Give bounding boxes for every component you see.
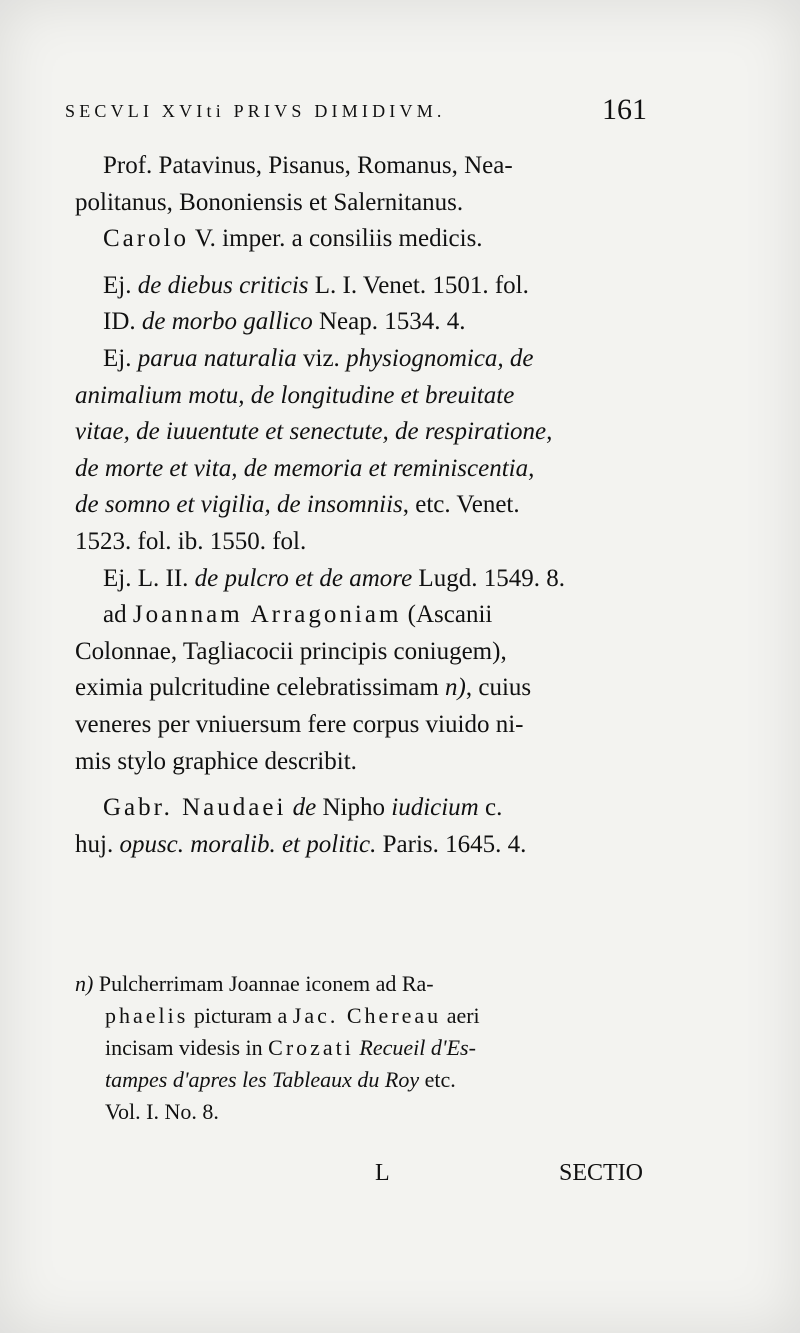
text-span: Ej. L. II. bbox=[103, 564, 195, 592]
text-line bbox=[75, 597, 655, 634]
text-span: Gabr. Naudaei bbox=[103, 794, 287, 822]
text-line bbox=[75, 221, 655, 258]
text-span: parua naturalia bbox=[137, 344, 297, 372]
text-span: Carolo bbox=[103, 225, 190, 253]
text-span: Prof. Patavinus, Pisanus, Romanus, Nea- bbox=[103, 152, 513, 179]
text-span: incisam videsis in bbox=[105, 1035, 269, 1060]
text-span: Lugd. 1549. 8. bbox=[412, 564, 565, 592]
text-line bbox=[75, 827, 655, 864]
text-line bbox=[75, 304, 655, 341]
text-span: opusc. moralib. et politic. bbox=[119, 830, 377, 858]
footnote-line bbox=[75, 968, 650, 1000]
footnote-line bbox=[105, 1032, 650, 1064]
text-line bbox=[75, 790, 655, 827]
text-span: Nipho bbox=[316, 794, 392, 822]
text-span: eximia pulcritudine celebratissimam bbox=[75, 674, 446, 702]
text-span: V. imper. a consiliis medicis. bbox=[189, 225, 483, 253]
text-span: , cuius bbox=[465, 674, 532, 702]
text-span: de somno et vigilia, de insomniis bbox=[75, 491, 403, 519]
text-span: etc. bbox=[419, 1067, 456, 1092]
text-span: Crozati bbox=[268, 1035, 354, 1060]
text-line bbox=[75, 487, 655, 524]
text-span: Recueil d'Es- bbox=[353, 1035, 476, 1060]
footnote-line: Vol. I. No. 8. bbox=[105, 1099, 219, 1124]
text-span: Jac. Chereau bbox=[292, 1003, 442, 1028]
text-span: de pulcro et de amore bbox=[194, 564, 413, 592]
main-text bbox=[75, 148, 655, 863]
text-span: L. I. Venet. 1501. fol. bbox=[308, 271, 529, 299]
text-span: huj. bbox=[75, 830, 120, 858]
text-span: n) bbox=[445, 674, 466, 702]
text-line bbox=[75, 341, 655, 378]
text-line bbox=[75, 561, 655, 598]
signature-mark: L bbox=[375, 1160, 390, 1186]
text-line bbox=[75, 148, 655, 185]
text-line: Colonnae, Tagliacocii principis coniugem), bbox=[75, 637, 507, 665]
footnote-line bbox=[105, 1000, 650, 1032]
running-title: SECVLI XVIti PRIVS DIMIDIVM. bbox=[65, 101, 446, 121]
text-line: vitae, de iuuentute et senectute, de respiratione, bbox=[75, 418, 553, 446]
text-span: viz. bbox=[296, 344, 347, 372]
text-span: (Ascanii bbox=[401, 601, 493, 629]
text-span: picturam a bbox=[188, 1003, 293, 1028]
footnote-marker: n) bbox=[75, 971, 94, 996]
text-span: Ej. bbox=[103, 344, 138, 372]
text-span: iudicium bbox=[391, 794, 479, 822]
text-span: Pulcherrimam Joannae iconem ad Ra- bbox=[93, 971, 434, 996]
text-span: Joannam Arragoniam bbox=[132, 601, 402, 629]
footnote bbox=[75, 968, 650, 1128]
text-span: de diebus criticis bbox=[137, 271, 309, 299]
text-line bbox=[75, 268, 655, 305]
text-span: phaelis bbox=[105, 1003, 189, 1028]
text-span: aeri bbox=[441, 1003, 480, 1028]
text-line bbox=[75, 670, 655, 707]
page-number: 161 bbox=[602, 93, 647, 126]
text-span: ID. bbox=[103, 308, 142, 336]
text-span: ad bbox=[103, 601, 133, 629]
text-span: , etc. Venet. bbox=[402, 491, 520, 519]
text-line: 1523. fol. ib. 1550. fol. bbox=[75, 527, 307, 555]
text-span: Neap. 1534. 4. bbox=[312, 308, 466, 336]
footnote-line bbox=[105, 1064, 650, 1096]
text-line: veneres per vniuersum fere corpus viuido ni- bbox=[75, 710, 524, 738]
text-span: c. bbox=[478, 794, 503, 822]
text-line bbox=[75, 185, 655, 222]
text-span: Ej. bbox=[103, 271, 138, 299]
text-span: tampes d'apres les Tableaux du Roy bbox=[105, 1067, 420, 1092]
text-line: animalium motu, de longitudine et breuitate bbox=[75, 381, 515, 409]
text-span: physiognomica, de bbox=[346, 344, 534, 372]
text-span: de bbox=[286, 794, 317, 822]
text-span: politanus, Bononiensis et Salernitanus. bbox=[75, 188, 464, 216]
catchword: SECTIO bbox=[559, 1160, 643, 1186]
text-span: Paris. 1645. 4. bbox=[376, 830, 527, 858]
text-span: de morbo gallico bbox=[141, 308, 313, 336]
running-header bbox=[65, 93, 655, 133]
text-line: de morte et vita, de memoria et reminiscentia, bbox=[75, 454, 535, 482]
text-line: mis stylo graphice describit. bbox=[75, 747, 357, 775]
